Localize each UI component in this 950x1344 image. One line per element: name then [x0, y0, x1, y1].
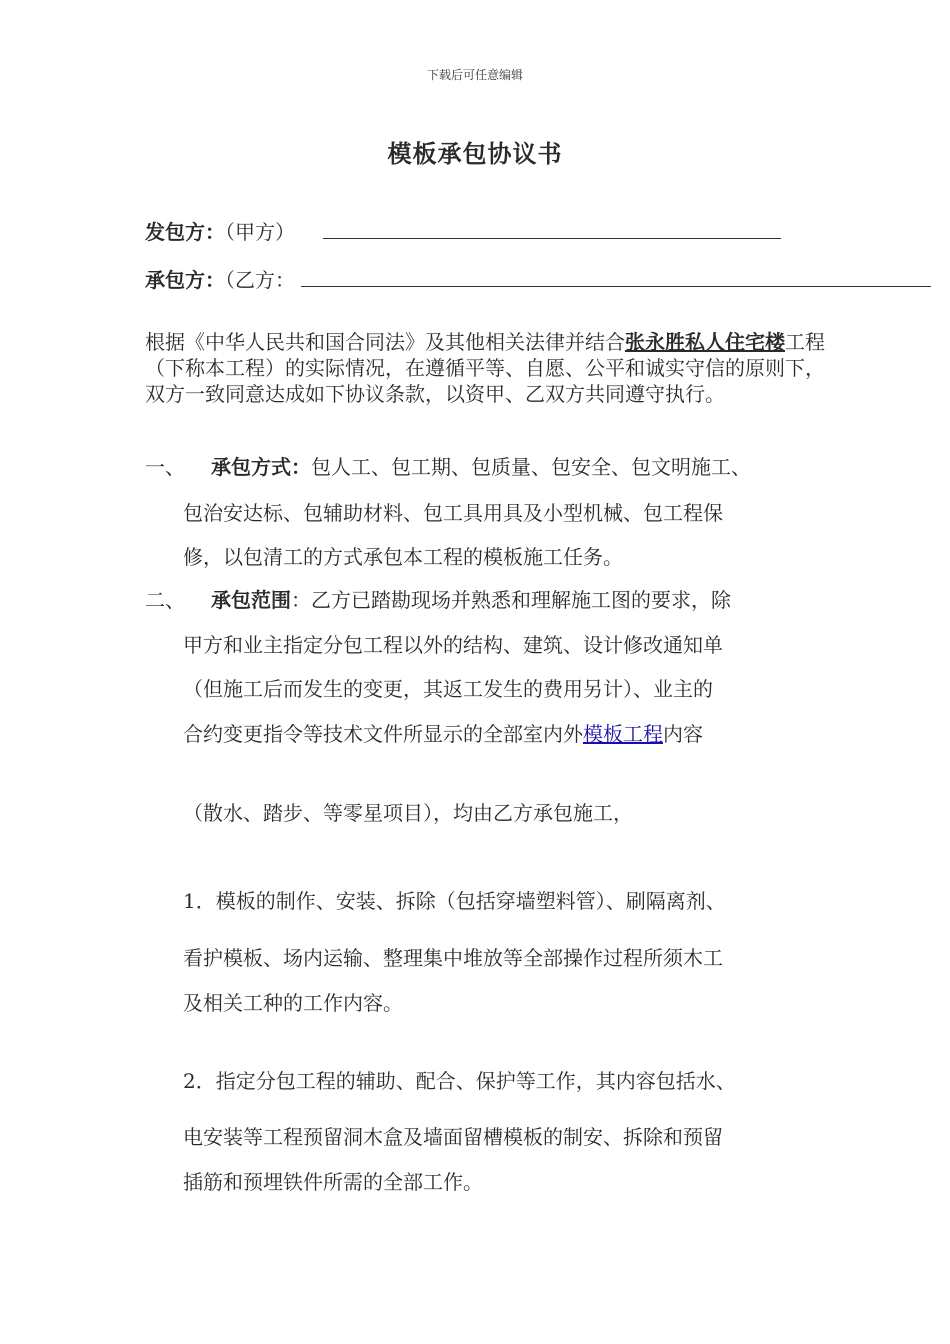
section-1-heading-row: [145, 451, 751, 480]
template-project-link[interactable]: 模板工程: [583, 722, 663, 746]
page-header: 下载后可任意编辑: [426, 68, 523, 82]
section-2-line-3: （但施工后而发生的变更，其返工发生的费用另计）、业主的: [183, 677, 713, 701]
item-1-line-1: 1．模板的制作、安装、拆除（包括穿墙塑料管）、刷隔离剂、: [183, 889, 726, 913]
section-1-line-2: 包治安达标、包辅助材料、包工具用具及小型机械、包工程保: [183, 501, 723, 525]
party-a-sub: （甲方）: [225, 220, 295, 244]
section-2-heading: 承包范围: [211, 588, 291, 612]
section-1-number: 一、: [145, 455, 185, 479]
party-a-label: 发包方：: [145, 220, 225, 244]
section-2-line-4-text: 合约变更指令等技术文件所显示的全部室内外: [183, 722, 583, 746]
party-b-row: [145, 264, 931, 293]
section-2-number: 二、: [145, 588, 185, 612]
intro-paragraph: [145, 329, 825, 407]
intro-text-1: 根据《中华人民共和国合同法》及其他相关法律并结合: [145, 330, 625, 354]
section-1-line-3: 修，以包清工的方式承包本工程的模板施工任务。: [183, 545, 623, 569]
section-2-heading-row: [145, 584, 731, 613]
party-b-sub: （乙方：: [225, 268, 295, 292]
item-2-line-2: 电安装等工程预留洞木盒及墙面留槽模板的制安、拆除和预留: [183, 1125, 723, 1149]
party-b-blank-line: [301, 272, 931, 287]
project-name: 张永胜私人住宅楼: [625, 330, 785, 354]
party-b-label: 承包方：: [145, 268, 225, 292]
party-a-row: [145, 216, 781, 245]
section-1-heading: 承包方式：: [211, 455, 311, 479]
party-a-blank-line: [323, 224, 781, 239]
section-1-line-1: 包人工、包工期、包质量、包安全、包文明施工、: [311, 455, 751, 479]
section-2-line-4-end: 内容: [663, 722, 703, 746]
section-2-line-1: ：乙方已踏勘现场并熟悉和理解施工图的要求，除: [291, 588, 731, 612]
section-2-line-5: （散水、踏步、等零星项目），均由乙方承包施工，: [183, 801, 633, 825]
section-2-line-2: 甲方和业主指定分包工程以外的结构、建筑、设计修改通知单: [183, 633, 723, 657]
item-1-line-2: 看护模板、场内运输、整理集中堆放等全部操作过程所须木工: [183, 946, 723, 970]
document-title: 模板承包协议书: [387, 139, 563, 168]
item-1-line-3: 及相关工种的工作内容。: [183, 991, 403, 1015]
section-2-line-4: [183, 718, 703, 747]
intro-text-2: 工程（下称本工程）的实际情况，在遵循平等、自愿、公平和诚实守信的原则下，双方一致同意达成如下协议条款，以资甲、乙双方共同遵守执行。: [145, 330, 825, 406]
item-2-line-1: 2．指定分包工程的辅助、配合、保护等工作，其内容包括水、: [183, 1069, 736, 1093]
item-2-line-3: 插筋和预埋铁件所需的全部工作。: [183, 1170, 483, 1194]
